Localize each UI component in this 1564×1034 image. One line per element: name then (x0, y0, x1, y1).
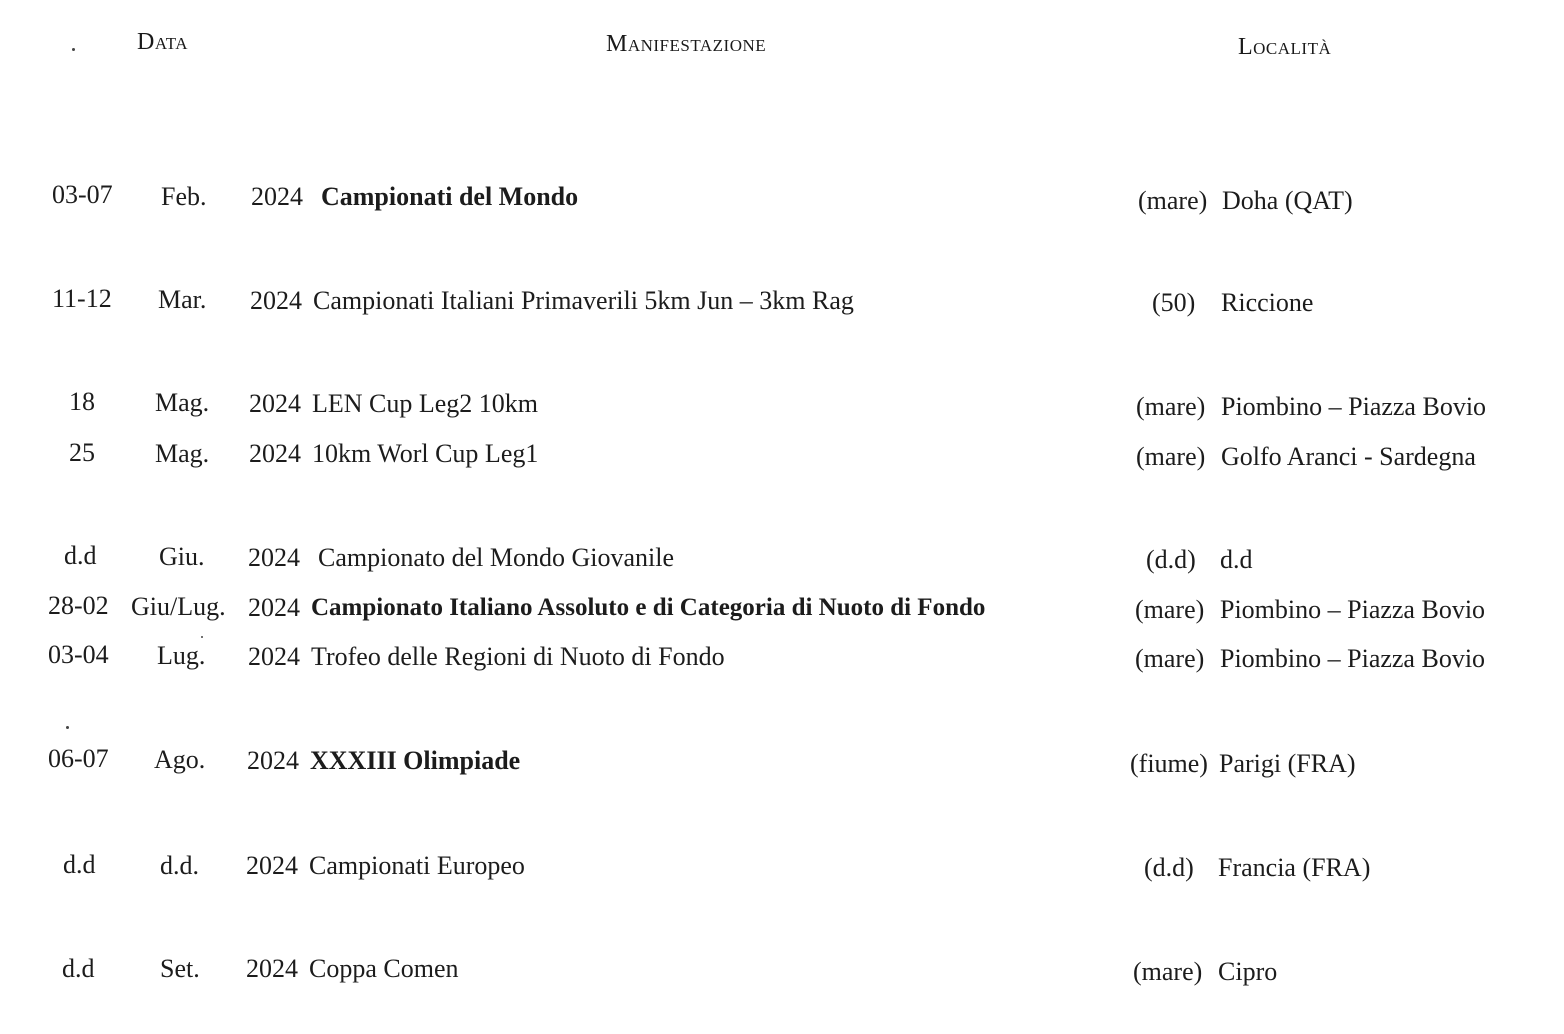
event-name: Campionato Italiano Assoluto e di Categoria di Nuoto di Fondo (311, 594, 986, 621)
event-month: Mag. (155, 388, 210, 417)
header-localita: Località (1238, 34, 1332, 60)
event-name: Trofeo delle Regioni di Nuoto di Fondo (311, 642, 725, 671)
event-month: Feb. (161, 182, 207, 211)
event-name: Coppa Comen (309, 954, 459, 983)
event-name: Campionato del Mondo Giovanile (318, 543, 675, 572)
event-days: 03-07 (52, 180, 113, 209)
event-place: Golfo Aranci - Sardegna (1221, 442, 1476, 471)
event-place: Parigi (FRA) (1219, 749, 1356, 778)
event-month: Giu/Lug. (131, 592, 226, 621)
event-year: 2024 (248, 642, 300, 671)
event-year: 2024 (246, 954, 298, 983)
event-name: Campionati Europeo (309, 851, 525, 880)
event-venue: (mare) (1133, 957, 1203, 986)
event-year: 2024 (248, 543, 300, 572)
event-days: 03-04 (48, 640, 109, 669)
event-days: 25 (69, 438, 95, 467)
event-venue: (mare) (1136, 392, 1206, 421)
event-name: 10km Worl Cup Leg1 (312, 439, 539, 468)
event-year: 2024 (249, 439, 301, 468)
event-days: d.d (62, 954, 95, 983)
event-place: Doha (QAT) (1222, 186, 1353, 215)
event-month: Lug. (157, 641, 206, 670)
event-venue: (mare) (1138, 186, 1208, 215)
header-data: Data (137, 29, 189, 55)
event-name: Campionati Italiani Primaverili 5km Jun – 3km Rag (313, 286, 854, 315)
event-place: Riccione (1221, 288, 1314, 317)
event-name: LEN Cup Leg2 10km (312, 389, 539, 418)
event-month: Mar. (158, 285, 207, 314)
event-days: 06-07 (48, 744, 109, 773)
scan-speck (72, 48, 75, 51)
event-name: XXXIII Olimpiade (310, 746, 521, 775)
event-venue: (mare) (1136, 442, 1206, 471)
event-days: 28-02 (48, 591, 109, 620)
event-venue: (mare) (1135, 595, 1205, 624)
event-venue: (50) (1152, 288, 1196, 317)
event-name: Campionati del Mondo (321, 182, 579, 211)
event-year: 2024 (248, 593, 300, 622)
event-month: Set. (160, 954, 200, 983)
event-month: Giu. (159, 542, 205, 571)
event-place: Piombino – Piazza Bovio (1220, 595, 1486, 624)
event-month: d.d. (160, 851, 199, 880)
event-year: 2024 (249, 389, 301, 418)
event-place: d.d (1220, 545, 1253, 574)
scan-speck (201, 636, 203, 638)
event-venue: (d.d) (1146, 545, 1196, 574)
event-year: 2024 (250, 286, 302, 315)
event-year: 2024 (251, 182, 303, 211)
event-year: 2024 (246, 851, 298, 880)
event-days: 11-12 (52, 284, 112, 313)
event-place: Cipro (1218, 957, 1278, 986)
event-days: 18 (69, 387, 95, 416)
event-year: 2024 (247, 746, 299, 775)
event-month: Ago. (154, 745, 206, 774)
event-days: d.d (64, 541, 97, 570)
header-manifestazione: Manifestazione (606, 31, 767, 57)
event-month: Mag. (155, 439, 210, 468)
scan-speck (66, 726, 69, 729)
event-place: Piombino – Piazza Bovio (1221, 392, 1487, 421)
event-venue: (mare) (1135, 644, 1205, 673)
event-venue: (d.d) (1144, 853, 1194, 882)
event-days: d.d (63, 850, 96, 879)
event-venue: (fiume) (1130, 749, 1208, 778)
event-place: Francia (FRA) (1218, 853, 1371, 882)
event-place: Piombino – Piazza Bovio (1220, 644, 1486, 673)
